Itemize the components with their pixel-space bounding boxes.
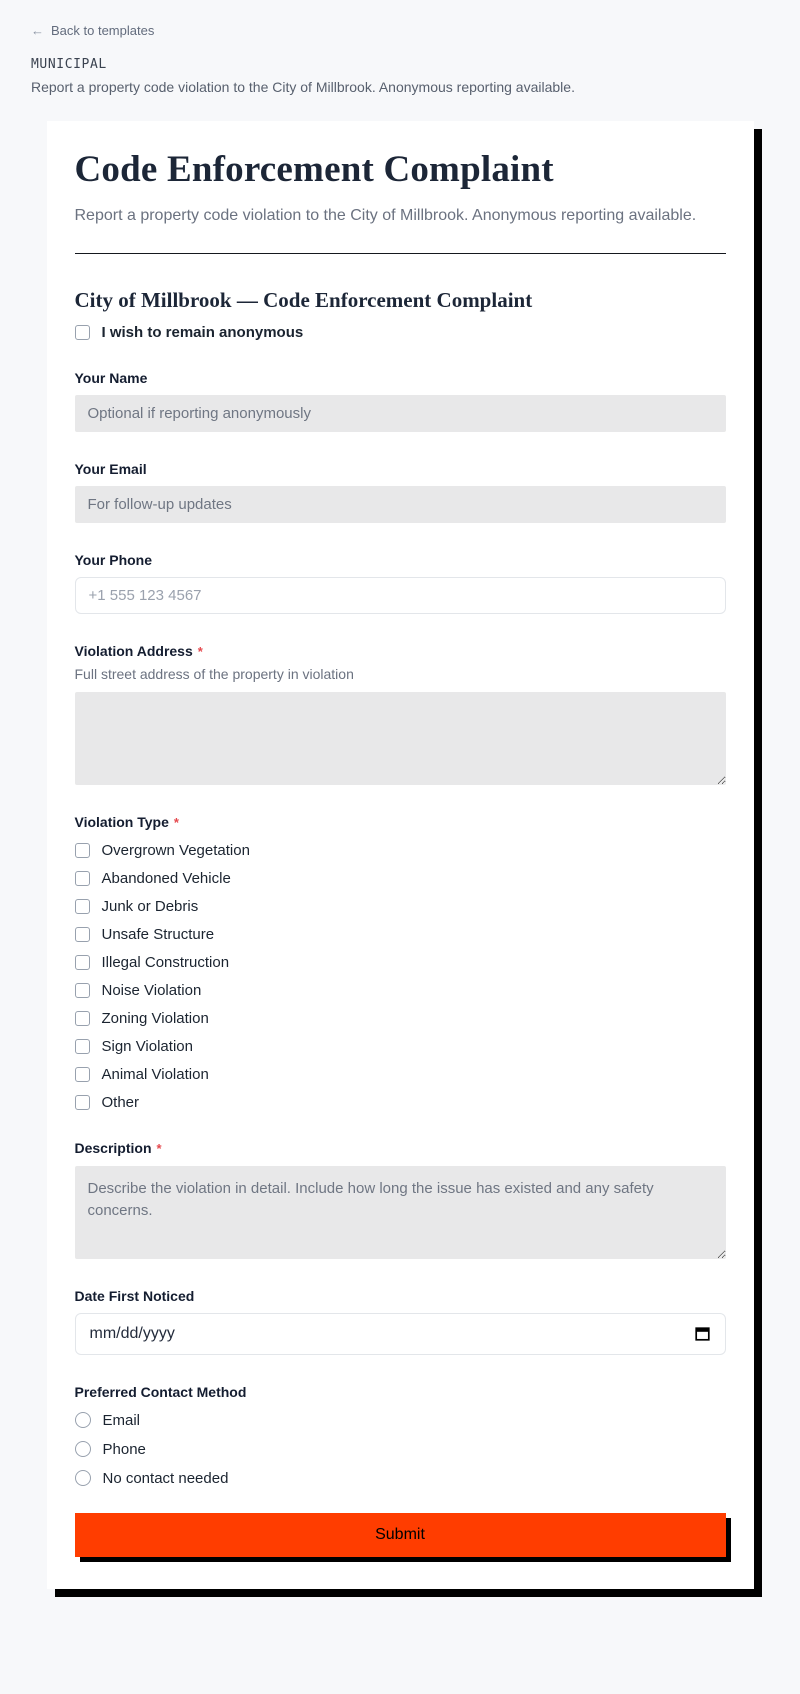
field-group-name	[75, 370, 726, 432]
checkbox-label: Abandoned Vehicle	[101, 869, 231, 887]
checkbox-label: Overgrown Vegetation	[101, 841, 250, 859]
violation-type-option[interactable]	[75, 1066, 726, 1083]
email-input[interactable]	[75, 486, 726, 523]
email-label: Your Email	[74, 460, 147, 477]
checkbox-label: Other	[101, 1093, 140, 1111]
field-group-violation-type	[75, 814, 726, 1111]
checkbox-label: Sign Violation	[101, 1037, 193, 1055]
checkbox-icon[interactable]	[75, 871, 90, 886]
checkbox-label: Animal Violation	[101, 1065, 209, 1083]
violation-address-label	[75, 643, 726, 659]
violation-type-options	[75, 842, 726, 1111]
radio-label: No contact needed	[102, 1469, 229, 1487]
phone-label: Your Phone	[74, 551, 153, 568]
submit-button[interactable]: Submit	[75, 1513, 726, 1557]
contact-method-option[interactable]	[75, 1412, 726, 1429]
date-noticed-label: Date First Noticed	[74, 1287, 195, 1304]
name-input[interactable]	[75, 395, 726, 432]
field-group-date-noticed	[75, 1288, 726, 1355]
violation-type-option[interactable]	[75, 842, 726, 859]
violation-type-option[interactable]	[75, 982, 726, 999]
anonymous-checkbox-row[interactable]	[75, 324, 726, 341]
violation-type-option[interactable]	[75, 898, 726, 915]
contact-method-option[interactable]	[75, 1441, 726, 1458]
template-description: Report a property code violation to the City of Millbrook. Anonymous reporting available.	[31, 79, 575, 95]
required-asterisk: *	[173, 814, 179, 830]
violation-type-label-text: Violation Type	[74, 813, 169, 830]
checkbox-icon[interactable]	[75, 843, 90, 858]
anonymous-checkbox-label: I wish to remain anonymous	[101, 323, 304, 341]
radio-icon[interactable]	[75, 1412, 91, 1428]
back-link-label: Back to templates	[51, 23, 155, 38]
checkbox-icon[interactable]	[75, 1067, 90, 1082]
phone-input[interactable]	[75, 577, 726, 614]
back-arrow-icon: ←	[31, 23, 44, 38]
calendar-icon[interactable]	[694, 1325, 711, 1342]
checkbox-icon[interactable]	[75, 1039, 90, 1054]
checkbox-icon[interactable]	[75, 325, 90, 340]
violation-type-option[interactable]	[75, 1038, 726, 1055]
checkbox-icon[interactable]	[75, 1011, 90, 1026]
required-asterisk: *	[156, 1140, 162, 1156]
radio-label: Email	[102, 1411, 141, 1429]
checkbox-icon[interactable]	[75, 927, 90, 942]
field-group-email	[75, 461, 726, 523]
violation-address-textarea[interactable]	[75, 692, 726, 785]
checkbox-label: Illegal Construction	[101, 953, 230, 971]
violation-address-helper: Full street address of the property in violation	[74, 665, 354, 682]
description-textarea[interactable]	[75, 1166, 726, 1259]
radio-label: Phone	[102, 1440, 146, 1458]
violation-address-label-text: Violation Address	[74, 642, 193, 659]
field-group-contact-method	[75, 1384, 726, 1487]
violation-type-option[interactable]	[75, 954, 726, 971]
violation-type-option[interactable]	[75, 926, 726, 943]
divider	[75, 253, 726, 254]
checkbox-icon[interactable]	[75, 899, 90, 914]
back-to-templates-link[interactable]	[31, 23, 154, 38]
checkbox-label: Unsafe Structure	[101, 925, 215, 943]
violation-type-option[interactable]	[75, 870, 726, 887]
description-label	[75, 1140, 726, 1156]
required-asterisk: *	[197, 643, 203, 659]
contact-method-label: Preferred Contact Method	[74, 1383, 247, 1400]
violation-type-option[interactable]	[75, 1010, 726, 1027]
date-noticed-input[interactable]	[75, 1313, 726, 1355]
page-header	[0, 22, 800, 95]
date-placeholder: mm/dd/yyyy	[89, 1324, 175, 1342]
radio-icon[interactable]	[75, 1470, 91, 1486]
field-group-phone	[75, 552, 726, 614]
checkbox-icon[interactable]	[75, 983, 90, 998]
form-subtitle: Report a property code violation to the City of Millbrook. Anonymous reporting available.	[74, 206, 697, 224]
radio-icon[interactable]	[75, 1441, 91, 1457]
name-label: Your Name	[74, 369, 148, 386]
contact-method-option[interactable]	[75, 1470, 726, 1487]
template-category-label: MUNICIPAL	[31, 57, 107, 72]
field-group-violation-address	[75, 643, 726, 785]
field-group-description	[75, 1140, 726, 1259]
section-heading: City of Millbrook — Code Enforcement Complaint	[74, 287, 533, 312]
contact-method-options	[75, 1412, 726, 1487]
checkbox-icon[interactable]	[75, 955, 90, 970]
description-label-text: Description	[74, 1139, 152, 1156]
checkbox-label: Zoning Violation	[101, 1009, 209, 1027]
form-title: Code Enforcement Complaint	[74, 149, 554, 190]
checkbox-label: Noise Violation	[101, 981, 202, 999]
violation-type-label	[75, 814, 726, 830]
checkbox-label: Junk or Debris	[101, 897, 199, 915]
form-card	[47, 121, 754, 1589]
checkbox-icon[interactable]	[75, 1095, 90, 1110]
violation-type-option[interactable]	[75, 1094, 726, 1111]
